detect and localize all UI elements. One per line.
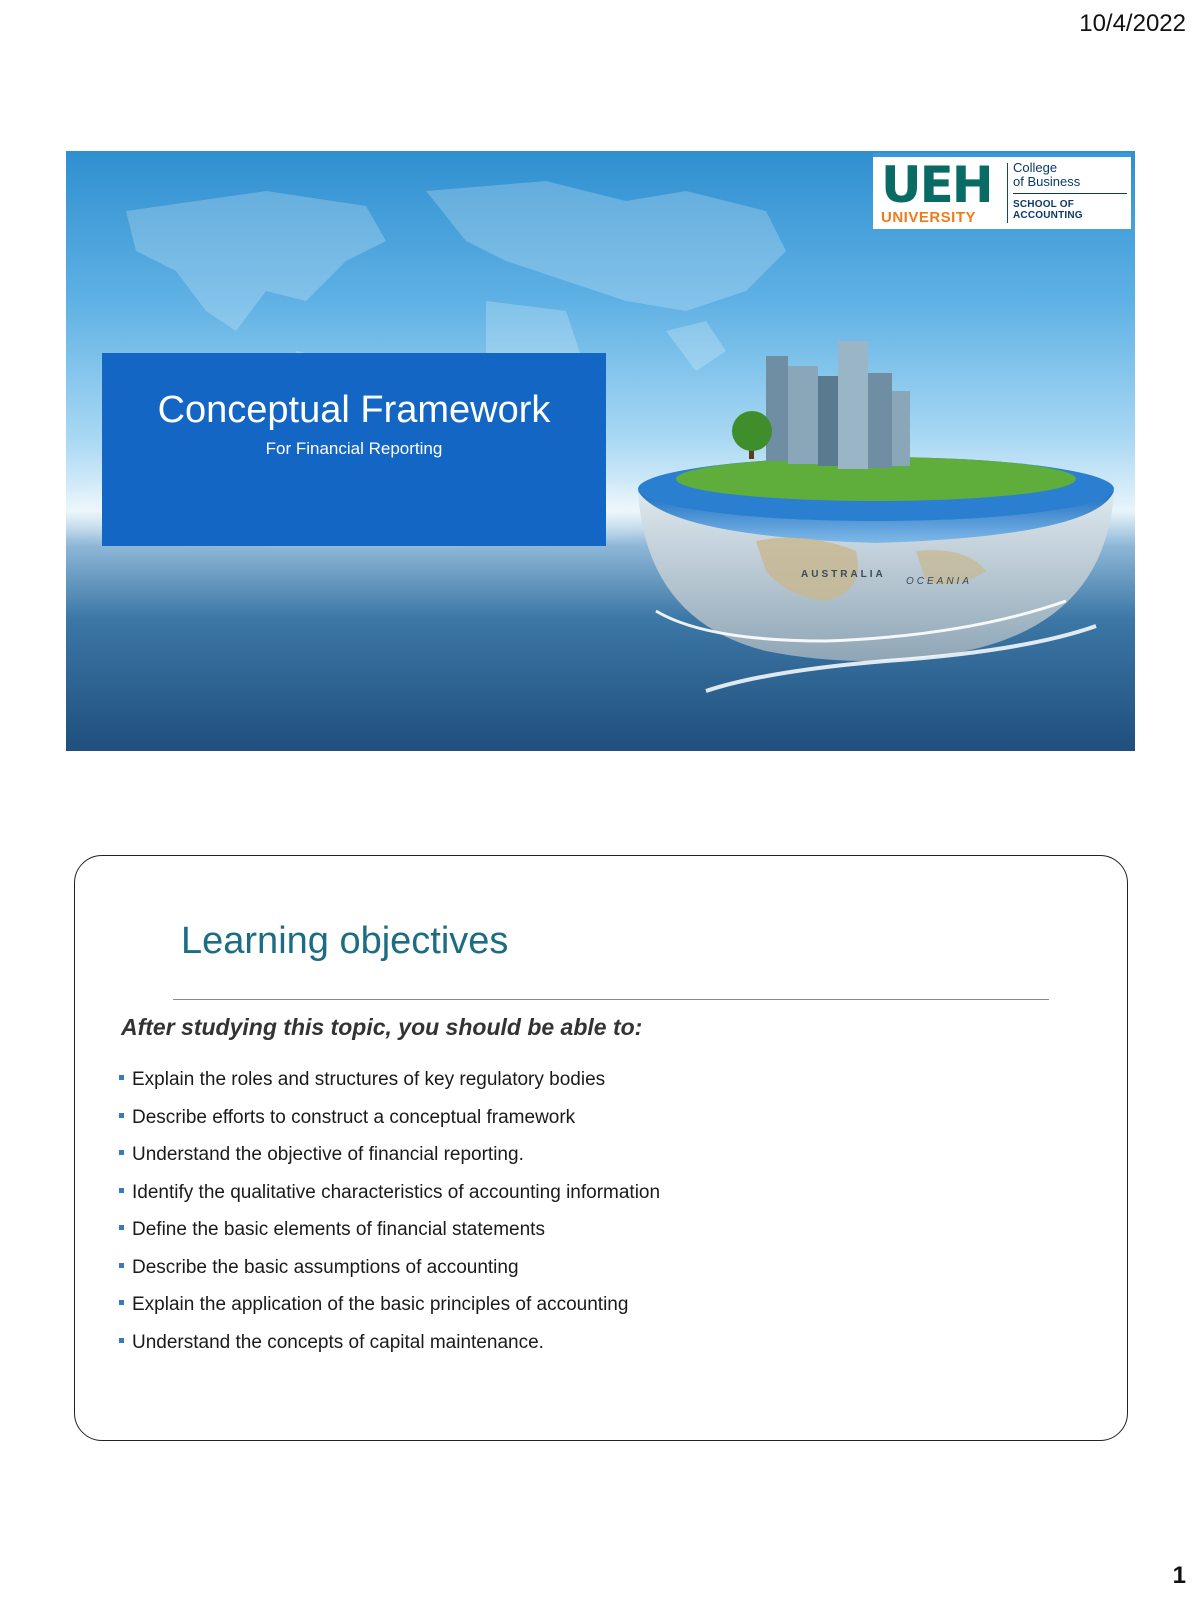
list-item xyxy=(119,1211,660,1249)
learning-objectives-slide xyxy=(74,855,1128,1441)
bullet-icon xyxy=(119,1075,124,1080)
objective-text: Understand the concepts of capital maintenance. xyxy=(132,1331,544,1353)
lo-intro: After studying this topic, you should be able to: xyxy=(121,1014,643,1040)
logo-main-text: UEH xyxy=(881,156,992,214)
title-slide xyxy=(66,151,1135,751)
title-box xyxy=(102,353,606,546)
bullet-icon xyxy=(119,1188,124,1193)
list-item xyxy=(119,1174,660,1212)
logo-school-text: SCHOOL OF ACCOUNTING xyxy=(1013,199,1083,221)
bullet-icon xyxy=(119,1113,124,1118)
page-date: 10/4/2022 xyxy=(1079,10,1186,37)
objective-text: Explain the roles and structures of key regulatory bodies xyxy=(132,1069,606,1090)
list-item xyxy=(119,1324,660,1362)
slide-subtitle: For Financial Reporting xyxy=(265,439,443,458)
objective-text: Understand the objective of financial reporting. xyxy=(132,1144,524,1165)
objective-text: Identify the qualitative characteristics of accounting information xyxy=(132,1181,661,1203)
title-divider xyxy=(173,999,1049,1000)
objective-text: Describe the basic assumptions of accounting xyxy=(132,1256,519,1278)
objectives-list xyxy=(119,1061,660,1361)
bullet-icon xyxy=(119,1300,124,1305)
list-item xyxy=(119,1249,660,1287)
bullet-icon xyxy=(119,1225,124,1230)
objective-text: Explain the application of the basic principles of accounting xyxy=(132,1294,629,1315)
logo-college-text xyxy=(1013,161,1080,189)
list-item xyxy=(119,1286,660,1324)
logo-rule xyxy=(1013,193,1127,194)
slide-title: Conceptual Framework xyxy=(157,389,551,431)
list-item xyxy=(119,1099,660,1137)
list-item xyxy=(119,1136,660,1174)
list-item xyxy=(119,1061,660,1099)
logo-university-text: UNIVERSITY xyxy=(881,209,977,226)
lo-title: Learning objectives xyxy=(181,920,509,962)
globe-island xyxy=(638,341,1114,691)
objective-text: Define the basic elements of financial statements xyxy=(132,1219,545,1240)
bullet-icon xyxy=(119,1338,124,1343)
page-number: 1 xyxy=(1172,1562,1186,1589)
logo-separator xyxy=(1007,163,1008,223)
ueh-logo xyxy=(873,153,1131,229)
logo-college-line2: of Business xyxy=(1013,174,1081,189)
globe-label-oceania: OCEANIA xyxy=(906,576,973,587)
logo-college-line1: College xyxy=(1013,160,1058,175)
globe-label-australia: AUSTRALIA xyxy=(801,569,886,580)
objective-text: Describe efforts to construct a conceptual framework xyxy=(132,1106,576,1128)
bullet-icon xyxy=(119,1263,124,1268)
bullet-icon xyxy=(119,1150,124,1155)
